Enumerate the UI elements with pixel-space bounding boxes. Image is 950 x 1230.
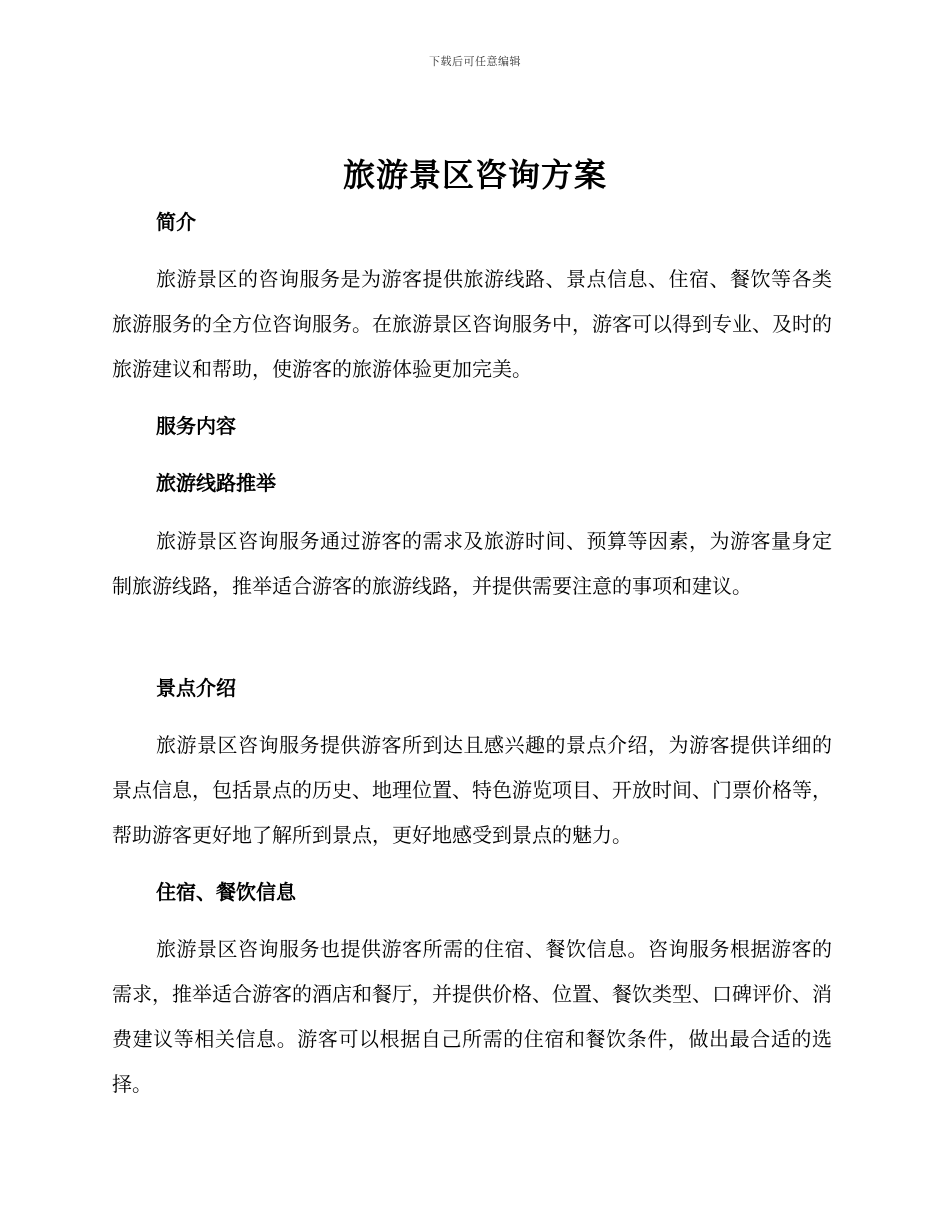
document-title: 旅游景区咨询方案 (342, 156, 607, 194)
heading-service-content: 服务内容 (156, 414, 236, 438)
paragraph-intro: 旅游景区的咨询服务是为游客提供旅游线路、景点信息、住宿、餐饮等各类旅游服务的全方位咨询服务。在旅游景区咨询服务中，游客可以得到专业、及时的旅游建议和帮助，使游客的旅游体验更加完美。 (112, 267, 832, 381)
heading-route-recommendation: 旅游线路推举 (156, 471, 276, 495)
heading-lodging-dining: 住宿、餐饮信息 (156, 880, 296, 904)
paragraph-attraction-intro: 旅游景区咨询服务提供游客所到达且感兴趣的景点介绍，为游客提供详细的景点信息，包括景点的历史、地理位置、特色游览项目、开放时间、门票价格等，帮助游客更好地了解所到景点，更好地感受到景点的魅力。 (112, 733, 832, 847)
header-note: 下载后可任意编辑 (429, 55, 521, 68)
heading-attraction-intro: 景点介绍 (156, 676, 236, 700)
paragraph-route-recommendation: 旅游景区咨询服务通过游客的需求及旅游时间、预算等因素，为游客量身定制旅游线路，推举适合游客的旅游线路，并提供需要注意的事项和建议。 (112, 529, 832, 598)
heading-intro: 简介 (156, 210, 196, 234)
paragraph-lodging-dining: 旅游景区咨询服务也提供游客所需的住宿、餐饮信息。咨询服务根据游客的需求，推举适合游客的酒店和餐厅，并提供价格、位置、餐饮类型、口碑评价、消费建议等相关信息。游客可以根据自己所需的住宿和餐饮条件，做出最合适的选择。 (112, 937, 832, 1096)
